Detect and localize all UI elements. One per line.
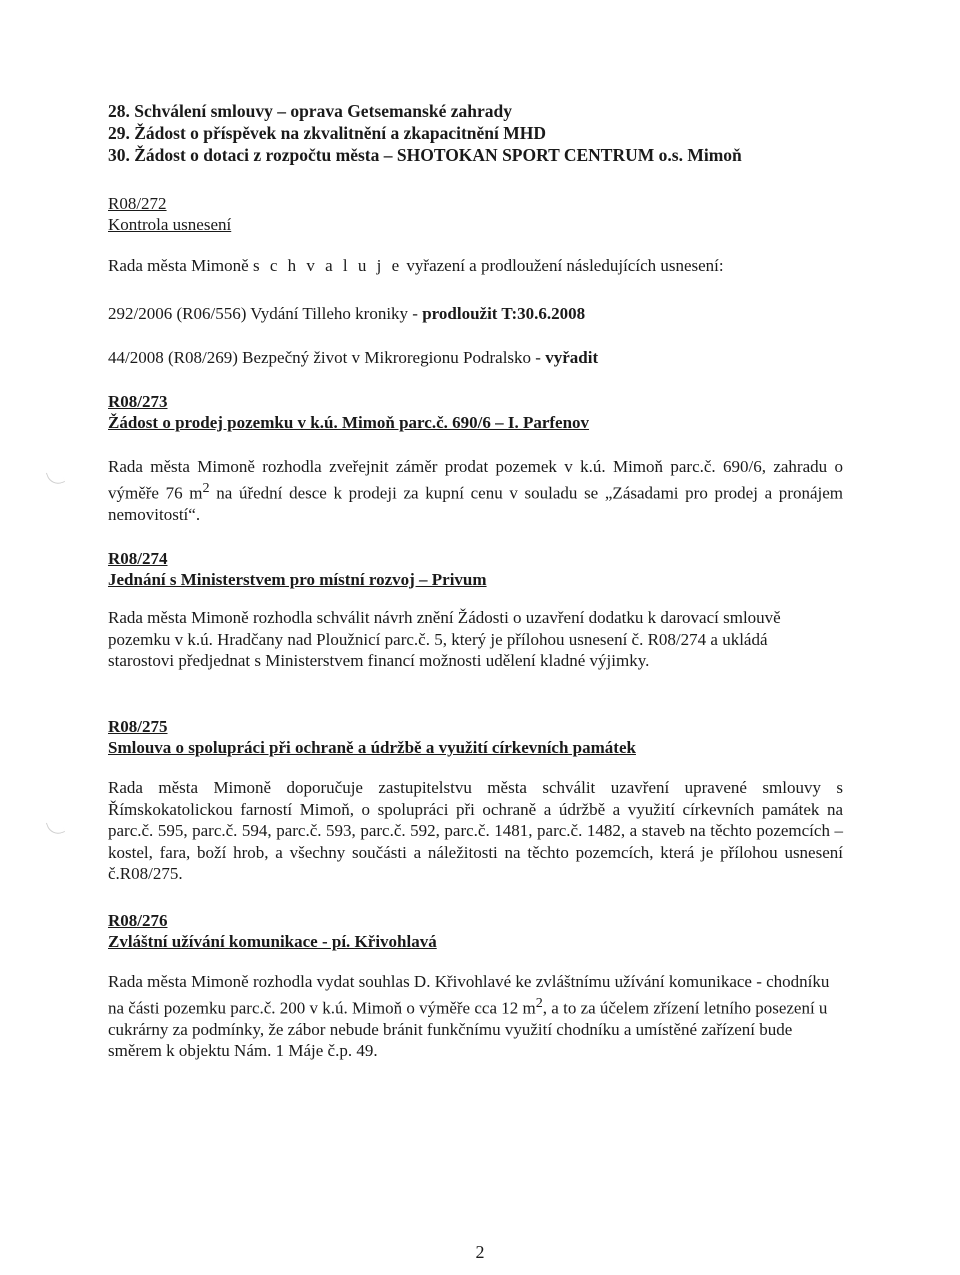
agenda-item: 30. Žádost o dotaci z rozpočtu města – SHOTOKAN SPORT CENTRUM o.s. Mimoň xyxy=(108,145,742,165)
punch-hole-mark xyxy=(46,468,65,487)
resolution-text: Rada města Mimoně rozhodla vydat souhlas D. Křivohlavé ke zvláštnímu užívání komunikace - chodníku na části pozemku parc.č. 200 v k.ú. Mimoň o výměře cca 12 $m^2$, a to za účelem zřízení letního posezení u cukrárny za podmínky, že zábor nebude bránit funkčnímu využití chodníku a umístěné zařízení bude směrem k objektu Nám. 1 Máje č.p. 49. xyxy=(108,972,830,1061)
resolution-item: 292/2006 (R06/556) Vydání Tilleho kroniky - prodloužit T:30.6.2008 xyxy=(108,304,586,323)
resolution-r276 xyxy=(108,910,843,952)
resolution-text: Rada města Mimoně rozhodla schválit návrh znění Žádosti o uzavření dodatku k darovací smlouvě pozemku v k.ú. Hradčany nad Ploužnicí parc.č. 5, který je přílohou usnesení č. R08/274 a ukládá starostovi předjednat s Ministerstvem financí možnosti udělení kladné výjimky. xyxy=(108,608,781,670)
punch-hole-mark xyxy=(46,818,65,837)
resolution-title: Smlouva o spolupráci při ochraně a údržbě a využití církevních památek xyxy=(108,738,636,757)
resolution-r275 xyxy=(108,716,843,758)
resolution-r273 xyxy=(108,391,843,433)
agenda-item: 28. Schválení smlouvy – oprava Getsemanské zahrady xyxy=(108,101,512,121)
resolution-title: Kontrola usnesení xyxy=(108,215,232,234)
agenda-item: 29. Žádost o příspěvek na zkvalitnění a zkapacitnění MHD xyxy=(108,123,547,143)
resolution-item: 44/2008 (R08/269) Bezpečný život v Mikroregionu Podralsko - vyřadit xyxy=(108,348,599,367)
resolution-id: R08/273 xyxy=(108,392,168,411)
resolution-title: Žádost o prodej pozemku v k.ú. Mimoň parc.č. 690/6 – I. Parfenov xyxy=(108,413,590,432)
resolution-intro: Rada města Mimoně s c h v a l u j e vyřazení a prodloužení následujících usnesení: xyxy=(108,256,724,275)
resolution-r274 xyxy=(108,548,843,590)
resolution-id: R08/272 xyxy=(108,194,167,213)
page-number: 2 xyxy=(475,1242,485,1262)
resolution-text: Rada města Mimoně doporučuje zastupitelstvu města schválit uzavření upravené smlouvy s Římskokatolickou farností Mimoň, o spolupráci při ochraně a údržbě a využití církevních památek na parc.č. 595, parc.č. 594, parc.č. 593, parc.č. 592, parc.č. 1481, parc.č. 1482, a staveb na těchto pozemcích – kostel, fara, boží hrob, a všechny součásti a náležitosti na těchto pozemcích, která je přílohou usnesení č.R08/275. xyxy=(108,778,843,883)
resolution-id: R08/274 xyxy=(108,549,168,568)
resolution-id: R08/275 xyxy=(108,717,168,736)
resolution-title: Zvláštní užívání komunikace - pí. Křivohlavá xyxy=(108,932,437,951)
resolution-r272 xyxy=(108,193,843,235)
agenda-list xyxy=(108,100,843,166)
resolution-title: Jednání s Ministerstvem pro místní rozvoj – Privum xyxy=(108,570,487,589)
resolution-id: R08/276 xyxy=(108,911,168,930)
resolution-text: Rada města Mimoně rozhodla zveřejnit záměr prodat pozemek v k.ú. Mimoň parc.č. 690/6, zahradu o výměře 76 $m^2$ na úřední desce k prodeji za kupní cenu v souladu se „Zásadami pro prodej a pronájem nemovitostí“. xyxy=(108,457,843,524)
